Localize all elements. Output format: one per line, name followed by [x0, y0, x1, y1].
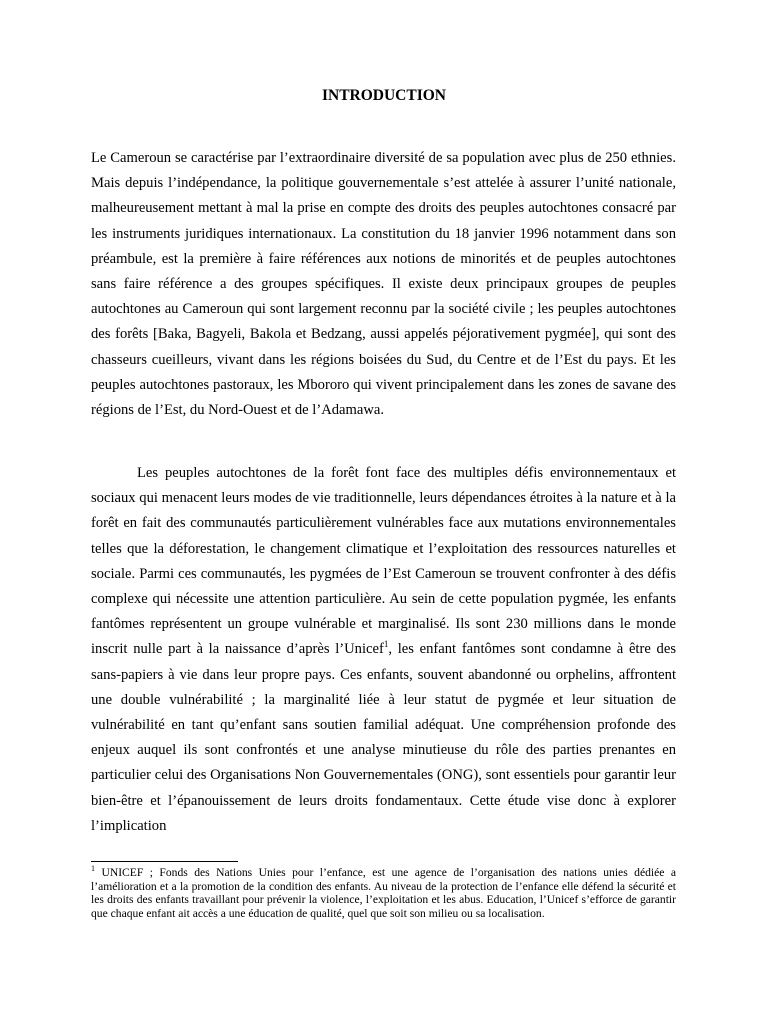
footnote	[91, 866, 676, 920]
paragraph-2	[91, 461, 676, 839]
footnote-number: 1	[91, 864, 95, 874]
footnote-separator	[91, 861, 238, 862]
section-title: INTRODUCTION	[321, 87, 446, 104]
paragraph-2-text-after-ref: , les enfant fantômes sont condamne à être des sans-papiers à vie dans leur propre pays. Ces enfants, souvent abandonné ou orphelins, affrontent une double vulnérabilité ; la marginalité liée à leur statut de pygmée et leur situation de vulnérabilité en tant qu’enfant sans soutien familial adéquat. Une compréhension profonde des enjeux auquel ils sont confrontés et une analyse minutieuse du rôle des parties prenantes en particulier celui des Organisations Non Gouvernementales (ONG), sont essentiels pour garantir leur bien-être et l’épanouissement de leurs droits fondamentaux. Cette étude vise donc à explorer l’implication	[91, 641, 676, 834]
paragraph-2-text-before-ref: Les peuples autochtones de la forêt font face des multiples défis environnementaux et sociaux qui menacent leurs modes de vie traditionnelle, leurs dépendances étroites à la nature et à la forêt en fait des communautés particulièrement vulnérables face aux mutations environnementales telles que la déforestation, le changement climatique et l’exploitation des ressources naturelles et sociale. Parmi ces communautés, les pygmées de l’Est Cameroun se trouvent confronter à des défis complexe qui nécessite une attention particulière. Au sein de cette population pygmée, les enfants fantômes représentent un groupe vulnérable et marginalisé. Ils sont 230 millions dans le monde inscrit nulle part à la naissance d’après l’Unicef	[91, 465, 676, 658]
footnote-text: UNICEF ; Fonds des Nations Unies pour l’enfance, est une agence de l’organisation des nations unies dédiée a l’amélioration et a la promotion de la condition des enfants. Au niveau de la protection de l’enfance elle défend la sécurité et les droits des enfants travaillant pour prévenir la violence, l’exploitation et les abus. Education, l’Unicef s’efforce de garantir que chaque enfant ait accès a une éducation de qualité, quel que soit son milieu ou sa localisation.	[91, 866, 676, 920]
paragraph-1: Le Cameroun se caractérise par l’extraordinaire diversité de sa population avec plus de 250 ethnies. Mais depuis l’indépendance, la politique gouvernementale s’est attelée à assurer l’unité nationale, malheureusement mettant à mal la prise en compte des droits des peuples autochtones consacré par les instruments juridiques internationaux. La constitution du 18 janvier 1996 notamment dans son préambule, est la première à faire références aux notions de minorités et de peuples autochtones sans faire référence a des groupes spécifiques. Il existe deux principaux groupes de peuples autochtones au Cameroun qui sont largement reconnu par la société civile ; les peuples autochtones des forêts [Baka, Bagyeli, Bakola et Bedzang, aussi appelés péjorativement pygmée], qui sont des chasseurs cueilleurs, vivant dans les régions boisées du Sud, du Centre et de l’Est du pays. Et les peuples autochtones pastoraux, les Mbororo qui vivent principalement dans les zones de savane des régions de l’Est, du Nord-Ouest et de l’Adamawa.	[91, 150, 676, 419]
footnote-reference: 1	[383, 639, 389, 650]
